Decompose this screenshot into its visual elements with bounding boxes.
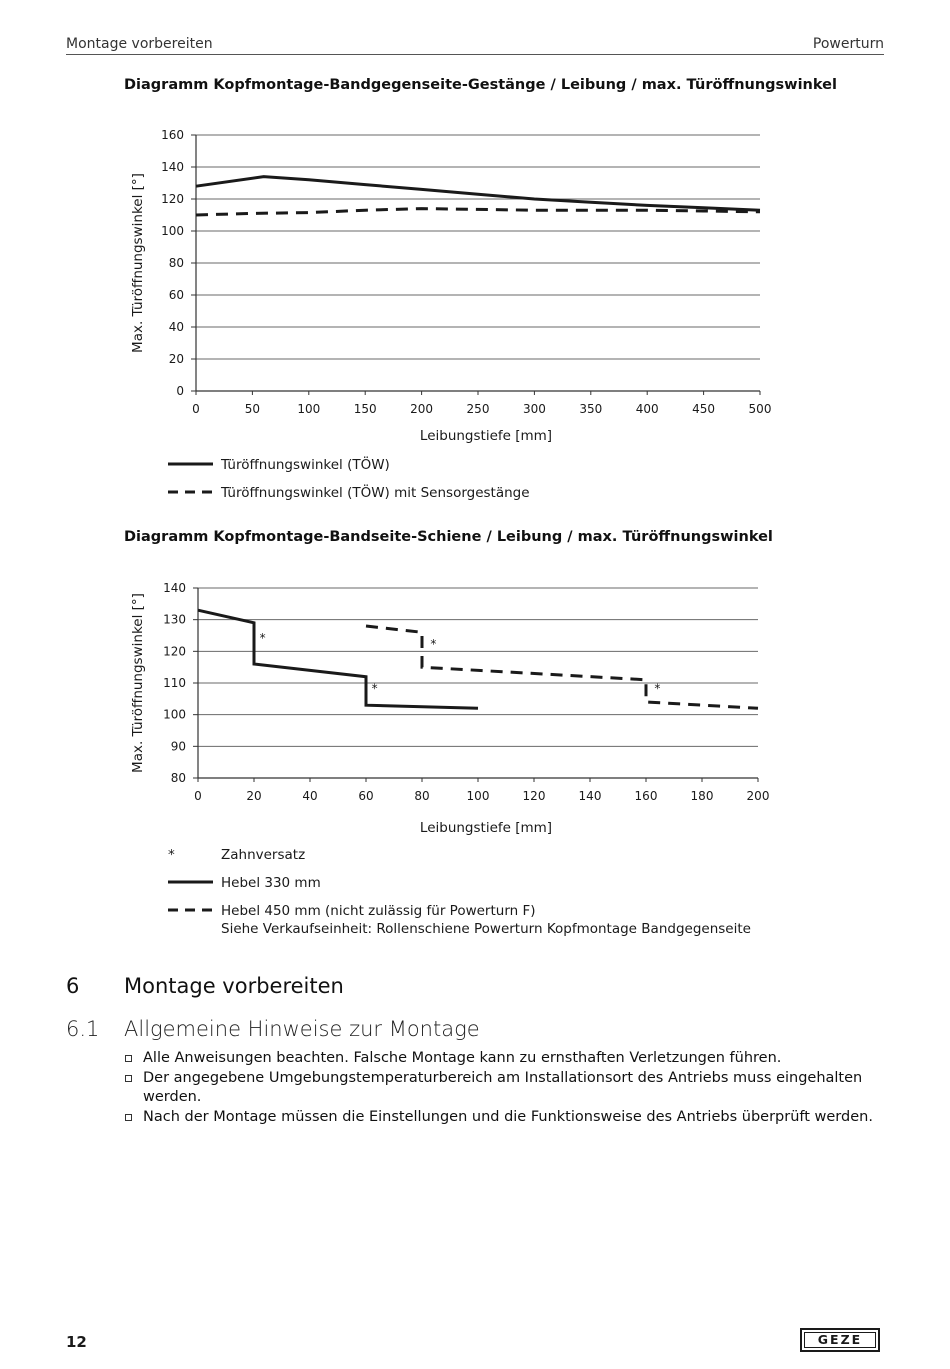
list-item-text: Nach der Montage müssen die Einstellungen und die Funktionsweise des Antriebs überprüft werden.: [143, 1108, 873, 1125]
y-tick-label: 120: [161, 192, 184, 206]
x-tick-label: 120: [522, 789, 546, 803]
legend-symbol-asterisk: *: [168, 847, 175, 863]
y-tick-label: 0: [176, 384, 184, 398]
x-axis-label: Leibungstiefe [mm]: [419, 428, 553, 444]
x-tick-label: 300: [522, 402, 546, 416]
bullet-square-icon: [125, 1114, 132, 1121]
header-product-name: Powerturn: [812, 36, 884, 52]
geze-logo-text: GEZE: [804, 1332, 876, 1348]
legend-entry-label: Hebel 450 mm (nicht zulässig für Powerturn F): [221, 903, 536, 919]
annotation-asterisk: *: [371, 681, 378, 696]
x-tick-label: 350: [579, 402, 603, 416]
y-tick-label: 40: [168, 320, 184, 334]
y-tick-label: 130: [163, 612, 186, 627]
legend-entry-label: Hebel 330 mm: [221, 875, 321, 891]
x-axis-label: Leibungstiefe [mm]: [419, 820, 553, 836]
y-tick-label: 100: [163, 707, 186, 722]
x-tick-label: 200: [746, 789, 770, 803]
section-title: Montage vorbereiten: [124, 974, 344, 998]
annotation-asterisk: *: [430, 637, 437, 652]
x-tick-label: 100: [466, 789, 490, 803]
x-tick-label: 200: [410, 402, 434, 416]
list-item: [124, 1049, 904, 1069]
y-tick-label: 80: [170, 771, 186, 785]
list-item: [124, 1108, 904, 1128]
y-tick-label: 60: [168, 288, 184, 302]
x-tick-label: 140: [578, 789, 602, 803]
y-tick-label: 140: [161, 160, 184, 174]
y-tick-label: 110: [163, 676, 186, 690]
y-tick-label: 120: [163, 644, 186, 659]
subsection-title: Allgemeine Hinweise zur Montage: [124, 1017, 480, 1041]
y-tick-label: 100: [161, 224, 184, 238]
series-line-1: [196, 177, 760, 211]
annotation-asterisk: *: [259, 630, 266, 645]
legend-entry-label: Türöffnungswinkel (TÖW): [221, 457, 390, 473]
legend-entry-label: Zahnversatz: [221, 847, 306, 863]
x-tick-label: 60: [358, 789, 374, 803]
x-tick-label: 80: [414, 789, 430, 803]
legend-note: Siehe Verkaufseinheit: Rollenschiene Powerturn Kopfmontage Bandgegenseite: [221, 921, 751, 937]
section-number: 6: [66, 974, 80, 998]
chart2-svg: [0, 560, 950, 960]
annotation-asterisk: *: [654, 681, 661, 696]
page-number: 12: [66, 1333, 87, 1351]
x-tick-label: 50: [244, 402, 261, 416]
x-tick-label: 180: [690, 789, 714, 803]
x-tick-label: 20: [246, 789, 262, 803]
x-tick-label: 160: [634, 789, 658, 803]
y-tick-label: 90: [170, 739, 186, 754]
bullet-square-icon: [125, 1075, 132, 1082]
x-tick-label: 450: [692, 402, 716, 416]
x-tick-label: 0: [192, 402, 200, 416]
y-tick-label: 20: [168, 352, 184, 366]
y-tick-label: 160: [161, 128, 184, 142]
chart1-title: Diagramm Kopfmontage-Bandgegenseite-Gestänge / Leibung / max. Türöffnungswinkel: [124, 77, 837, 93]
x-tick-label: 250: [466, 402, 490, 416]
y-tick-label: 140: [163, 581, 186, 595]
geze-logo: [800, 1328, 880, 1352]
y-axis-label: Max. Türöffnungswinkel [°]: [130, 593, 146, 773]
x-tick-label: 40: [302, 789, 318, 803]
series-line-2: [196, 209, 760, 215]
header-section-title: Montage vorbereiten: [66, 36, 213, 52]
list-item: [124, 1069, 904, 1108]
x-tick-label: 400: [635, 402, 659, 416]
series-line-2: [366, 626, 758, 708]
legend-entry-label: Türöffnungswinkel (TÖW) mit Sensorgestänge: [221, 485, 530, 501]
x-tick-label: 100: [297, 402, 321, 416]
chart1-svg: [0, 100, 950, 520]
list-item-text: Der angegebene Umgebungstemperaturbereich am Installationsort des Antriebs muss eingehalten werden.: [143, 1069, 863, 1105]
x-tick-label: 500: [748, 402, 772, 416]
header-divider: [66, 54, 884, 55]
x-tick-label: 150: [353, 402, 377, 416]
list-item-text: Alle Anweisungen beachten. Falsche Montage kann zu ernsthaften Verletzungen führen.: [143, 1050, 782, 1066]
series-line-1: [198, 610, 478, 708]
instruction-list: [124, 1049, 904, 1127]
subsection-number: 6.1: [66, 1017, 100, 1041]
y-axis-label: Max. Türöffnungswinkel [°]: [130, 173, 146, 353]
chart2-title: Diagramm Kopfmontage-Bandseite-Schiene / Leibung / max. Türöffnungswinkel: [124, 529, 773, 545]
bullet-square-icon: [125, 1055, 132, 1062]
x-tick-label: 0: [194, 789, 202, 803]
y-tick-label: 80: [168, 256, 184, 270]
